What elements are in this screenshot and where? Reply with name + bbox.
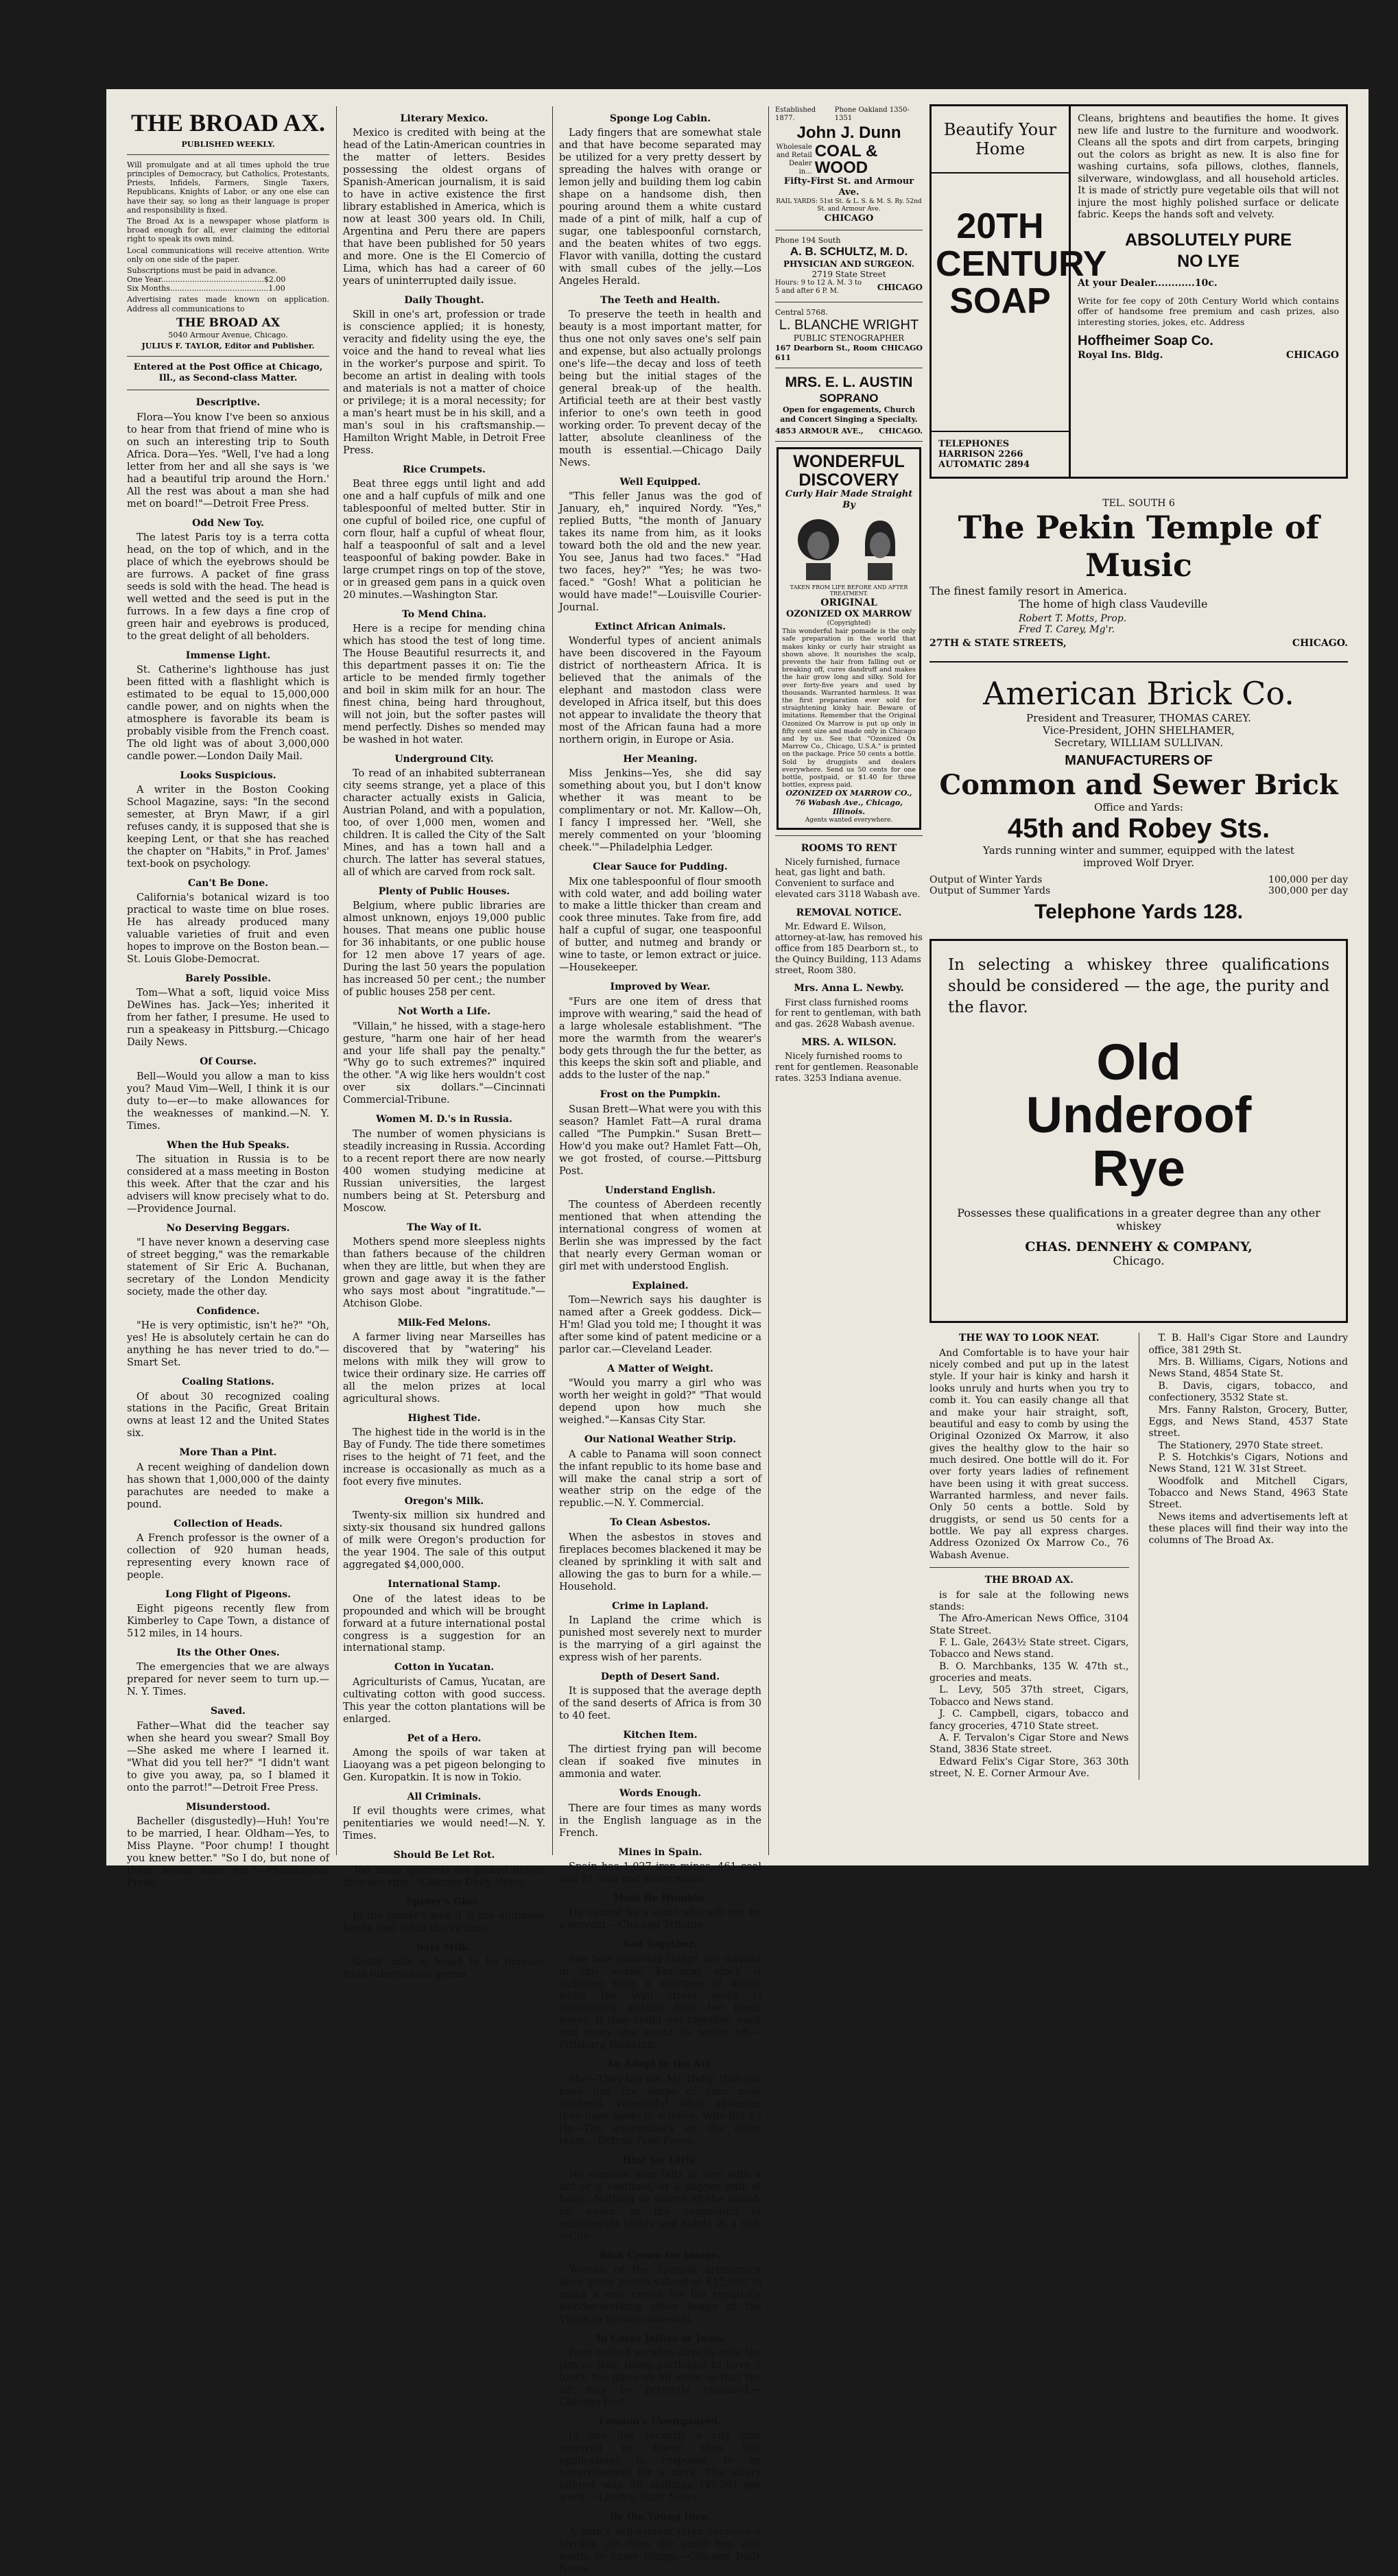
advertising-rates: Advertising rates made known on application. Address all communications to — [127, 295, 329, 313]
article-text: Goats' milk is found to be immune from tuberculosis germs. — [343, 1957, 545, 1981]
austin-title: SOPRANO — [819, 391, 879, 405]
brick-ad — [929, 675, 1348, 924]
soap-bldg: Royal Ins. Bldg. — [1078, 350, 1163, 361]
article-text: A French professor is the owner of a collection of 920 human heads, representing every known race of people. — [127, 1532, 329, 1581]
pekin-tel: TEL. SOUTH 6 — [1102, 498, 1175, 509]
soap-dealer: At your Dealer............10c. — [1078, 278, 1218, 289]
article-text: A cable to Panama will soon connect the infant republic to its home base and will make the canal strip a sort of weather strip on the edge of the republic.—N. Y. Commercial. — [559, 1448, 761, 1510]
article-text: In Lapland the crime which is punished most severely next to murder is the marrying of a girl against the express wish of her parents. — [559, 1614, 761, 1663]
policy-text-2: The Broad Ax is a newspaper whose platform is broad enough for all, ever claiming the editorial right to speak its own mind. — [127, 216, 329, 244]
stands-list-a — [929, 1613, 1129, 1780]
article-text: "This feller Janus was the god of January, eh," inquired Nordy. "Yes," replied Butts, "the month of January takes its name from him, as it looks toward both the old and the new year. You see, Janus had two faces." "Had two faces, hey?" "Yes; he was two-faced." "Gosh! What a politician he would have made!"—Louisville Courier-Journal. — [559, 491, 761, 613]
article-text: Mr. Edward E. Wilson, attorney-at-law, has removed his office from 185 Dearborn st., to the Quincy Building, 113 Adams street, Room 380. — [775, 922, 923, 976]
stands-heading: THE BROAD AX. — [984, 1575, 1074, 1586]
pekin-prop: Robert T. Motts, Prop. — [1019, 613, 1127, 625]
dunn-coal: COAL & WOOD — [814, 142, 878, 178]
article-text: "Villain," he hissed, with a stage-hero gesture, "harm one hair of her head and your life shall pay the penalty." "Why go to such extremes?" inquired the other. "A wig like hers wouldn't cost over six dollars."—Cincinnati Commercial-Tribune. — [343, 1021, 545, 1106]
article-heading: Words Enough. — [619, 1788, 702, 1800]
article-heading: Kitchen Item. — [623, 1730, 698, 1741]
article-heading: Can't Be Done. — [187, 877, 269, 889]
article-text: Lady fingers that are somewhat stale and that have become separated may be utilized for a very pretty dessert by spreading the halves with orange or lemon jelly and building them log cabin shape on a handsome dish, then pouring around them a white custard made of a pint of milk, half a cup of sugar, one tablespoonful cornstarch, and the beaten whites of two eggs. Flavor with vanilla, dotting the custard with small cubes of the jelly.—Los Angeles Herald. — [559, 128, 761, 287]
article-heading: To Mend China. — [401, 608, 487, 620]
whiskey-company: CHAS. DENNEHY & COMPANY, — [1025, 1239, 1253, 1254]
article-text: In the spider's web it is the glutinous beads that catch the victims. — [343, 1910, 545, 1934]
article-text: A recent weighing of dandelion down has shown that 1,000,000 of the dainty parachutes are needed to make a pound. — [127, 1462, 329, 1510]
austin-city: CHICAGO. — [879, 427, 923, 436]
news-stand-item: A. F. Tervalon's Cigar Store and News Stand, 3836 State street. — [929, 1732, 1129, 1756]
rate-one-year: One Year...........................................$2.00 — [127, 275, 286, 285]
wright-address: 167 Dearborn St., Room 611 — [775, 344, 877, 362]
soap-description — [1071, 106, 1346, 477]
article-text: Spain has 1,027 iron mines, 461 coal and 21 lead and silver mines. — [559, 1861, 761, 1885]
neat-text: And Comfortable is to have your hair nicely combed and put up in the latest style. If your hair is kinky and harsh it looks unruly and hurts when you try to comb it. You can easily change all that and make your hair straight, soft, beautiful and easy to comb by using the Original Ozonized Ox Marrow, it also gives the healthy glow to the hair so much desired. One bottle will do it. For over forty years ladies of refinement have been using it with great success. Warranted harmless, and never fails. Only 50 cents a bottle. Sold by druggists, or send us 50 cents for a bottle. We pay all express charges. Address Ozonized Ox Marrow Co., 76 Wabash Avenue. — [929, 1347, 1129, 1561]
article-heading: Mrs. Anna L. Newby. — [794, 983, 904, 994]
schultz-hours: Hours: 9 to 12 A. M. 3 to 5 and after 6 P. M. — [775, 279, 862, 296]
soap-tel-2: AUTOMATIC 2894 — [938, 460, 1030, 470]
article-text: There are four times as many words in the English language as in the French. — [559, 1802, 761, 1839]
news-stand-item: L. Levy, 505 37th street, Cigars, Tobacco and News stand. — [929, 1684, 1129, 1708]
published-weekly: PUBLISHED WEEKLY. — [181, 139, 275, 149]
address: 5040 Armour Avenue, Chicago. — [168, 330, 288, 339]
dunn-yards: RAIL YARDS: 51st St. & L. S. & M. S. Ry. 52nd St. and Armour Ave. — [776, 198, 922, 213]
article-heading: Descriptive. — [196, 397, 261, 409]
brick-president: President and Treasurer, THOMAS CAREY. — [1026, 712, 1251, 725]
article-heading: London's Unemployed. — [599, 2416, 722, 2428]
brick-name: American Brick Co. — [983, 675, 1294, 713]
pekin-ad — [929, 498, 1348, 649]
soap-city: CHICAGO — [1286, 350, 1339, 361]
soap-nolye: NO LYE — [1177, 251, 1240, 271]
wright-city: CHICAGO — [881, 344, 923, 353]
article-heading: Pet of a Hero. — [407, 1732, 482, 1744]
article-heading: MRS. A. WILSON. — [801, 1037, 897, 1049]
stands-list-b — [1149, 1333, 1349, 1780]
article-heading: Oregon's Milk. — [404, 1496, 484, 1507]
news-stand-item: Mrs. Fanny Ralston, Grocery, Butter, Eggs, and News Stand, 4537 State street. — [1148, 1404, 1348, 1440]
brick-vp: Vice-President, JOHN SHELHAMER, — [1043, 724, 1235, 737]
subscriptions: Subscriptions must be paid in advance. — [127, 265, 278, 275]
article-text: To read of an inhabited subterranean city seems strange, yet a place of this character actually exists in Galicia, Austrian Poland, and with a population, too, of over 1,000 men, women and children. It is called the City of the Salt Mines, and has a town hall and a church. The latter has several statues, all of which are carved from rock salt. — [343, 768, 545, 879]
article-text: Of about 30 recognized coaling stations in the Pacific, Great Britain owns at least 12 and the United States six. — [127, 1391, 329, 1440]
soap-tel-label: TELEPHONES — [938, 439, 1010, 449]
marrow-address: 76 Wabash Ave., Chicago, Illinois. — [794, 798, 903, 817]
address-title: THE BROAD AX — [176, 315, 281, 330]
article-text: To preserve the teeth in health and beauty is a most important matter, for thus one not only saves one's self pain and expense, but also actually prolongs one's life—the decay and loss of teeth being but the initial stages of the general break-up of the health. Artificial teeth are at their best vastly inferior to one's own teeth in good working order. To prevent decay of the latter, absolute cleanliness of the mouth is essential.—Chicago Daily News. — [559, 309, 761, 468]
entered-notice: Entered at the Post Office at Chicago, Ill., as Second-class Matter. — [133, 362, 323, 384]
article-heading: Women M. D.'s in Russia. — [376, 1114, 512, 1125]
article-heading: Well Equipped. — [619, 476, 701, 488]
article-text: St. Catherine's lighthouse has just been fitted with a flashlight which is estimated to be equal to 15,000,000 candle power, and on nights when the atmosphere is favorable its beam is probably visible from the French coast. The old light was of about 3,000,000 candle power.—London Daily Mail. — [127, 665, 329, 762]
whiskey-rye: Rye — [1092, 1139, 1185, 1197]
article-text: A man's self-esteem often receives a terrible jolt from the small boy who wants to know things.—Chicago Daily News. — [559, 2526, 761, 2575]
article-heading: Collection of Heads. — [174, 1518, 283, 1529]
article-text: Flora—You know I've been so anxious to hear from that friend of mine who is on such an interesting trip to South Africa. Dora—Yes. "Well, I've had a long letter from her and all she says is 'we had a beautiful trip around the Horn.' All the rest was about a man she had met on board!"—Detroit Free Press. — [127, 412, 329, 510]
article-heading: More Than a Pint. — [179, 1447, 277, 1459]
soap-company: Hoffheimer Soap Co. — [1078, 333, 1213, 349]
article-text: Agriculturists of Camus, Yucatan, are cultivating cotton with good success. This year the cotton plantations will be enlarged. — [343, 1676, 545, 1725]
whiskey-underoof: Underoof — [1026, 1086, 1252, 1144]
article-heading: ROOMS TO RENT — [801, 842, 897, 854]
article-heading: Long Flight of Pigeons. — [165, 1588, 291, 1600]
ox-marrow-ad — [777, 447, 921, 829]
article-text: Pour melted paraffin directly onto the jam or jelly, being particular to have it touch the glass on all sides so that the air may be perfectly excluded.—Chicago Post. — [559, 2348, 761, 2409]
wright-phone: Central 5768. — [775, 307, 828, 317]
article-heading: The Way of It. — [406, 1221, 482, 1233]
article-text: "Furs are one item of dress that improve with wearing," said the head of a large wholesale establishment. "The more the warmth from the wearer's body gets through the fur the better, as this keeps the skin soft and pliable, and adds to the luster of the nap." — [559, 996, 761, 1082]
article-heading: Its the Other Ones. — [176, 1647, 280, 1659]
soap-text: Cleans, brightens and beautifies the home. It gives new life and lustre to the furniture and woodwork. Cleans all the spots and dirt from carpets, bringing out the colors as bright as new. It is also fine for washing curtains, sofa pillows, clothes, flannels, silverware, windowglass, and all household articles. It is made of strictly pure vegetable oils that will not injure the most highly polished surface or delicate fabric. Keeps the hands soft and velvety. — [1078, 113, 1339, 220]
article-text: Nicely furnished rooms to rent for gentlemen. Reasonable rates. 3253 Indiana avenue. — [775, 1051, 919, 1084]
article-text: Tom—Newrich says his daughter is named after a Greek goddess. Dick—H'm! Glad you told me; I thought it was after some kind of patent medicine or a parlor car.—Cleveland Leader. — [559, 1295, 761, 1355]
neat-ad — [929, 1333, 1129, 1780]
whiskey-possesses: Possesses these qualifications in a greater degree than any other whiskey — [957, 1206, 1320, 1232]
article-heading: By the Young Idea. — [609, 2512, 711, 2523]
column-3 — [559, 106, 762, 2575]
article-heading: Odd New Toy. — [192, 517, 264, 529]
wright-name: L. BLANCHE WRIGHT — [779, 318, 919, 333]
article-heading: Coaling Stations. — [182, 1376, 274, 1388]
article-heading: Confidence. — [196, 1305, 260, 1317]
article-heading: Should Be Let Rot. — [393, 1850, 495, 1861]
article-text: Mothers spend more sleepless nights than fathers because of the children when they are little, but when they are grown and gage away it is the father who says most about "ingratitude."—Atchison Globe. — [343, 1236, 545, 1309]
brick-output-winter-value: 100,000 per day — [1268, 874, 1348, 886]
article-heading: REMOVAL NOTICE. — [796, 907, 902, 919]
whiskey-city: Chicago. — [1113, 1254, 1165, 1268]
dunn-phone: Phone Oakland 1350-1351 — [834, 106, 910, 123]
schultz-title: PHYSICIAN AND SURGEON. — [783, 259, 915, 270]
article-text: If evil thoughts were crimes, what penitentiaries we would need!—N. Y. Times. — [343, 1806, 545, 1842]
article-text: Eight pigeons recently flew from Kimberley to Cape Town, a distance of 512 miles, in 14 hours. — [127, 1603, 329, 1640]
article-heading: Immense Light. — [185, 649, 271, 661]
article-text: The dirtiest frying pan will become clean if soaked five minutes in ammonia and water. — [559, 1744, 761, 1780]
article-text: The situation in Russia is to be considered at a mass meeting in Boston this week. After that the czar and his advisers will know precisely what to do.—Providence Journal. — [127, 1154, 329, 1215]
news-stand-item: Edward Felix's Cigar Store, 363 30th street, N. E. Corner Armour Ave. — [929, 1756, 1129, 1779]
article-heading: Literary Mexico. — [400, 113, 488, 124]
pekin-name: The Pekin Temple of Music — [958, 509, 1320, 584]
article-heading: An Adept in the Art. — [606, 2059, 714, 2071]
article-text: Father—What did the teacher say when she heard you swear? Small Boy—She asked me where I learned it. "What did you tell her?" "I didn't want to give you away, pa, so I blamed it onto the parrot!"—Detroit Free Press. — [127, 1720, 329, 1793]
article-text: The highest tide in the world is in the Bay of Fundy. The tide there sometimes rises to the height of 71 feet, and the increase is occasionally as much as a foot every five minutes. — [343, 1427, 545, 1488]
article-heading: Improved by Wear. — [610, 981, 711, 993]
article-text: Tom—What a soft, liquid voice Miss DeWines has. Jack—Yes; inherited it from her father, I presume. He used to run a speakeasy in Pittsburg.—Chicago Daily News. — [127, 988, 329, 1049]
austin-name: MRS. E. L. AUSTIN — [785, 374, 913, 390]
article-text: Nicely furnished, furnace heat, gas light and bath. Convenient to surface and elevated cars 3118 Wabash ave. — [775, 857, 921, 901]
article-text: Miss Jenkins—Yes, she did say something about you, but I don't know whether it was meant to be complimentary or not. Mr. Kallow—Oh, I fancy I impressed her. "Well, she merely commented on your 'blooming cheek.'"—Philadelphia Ledger. — [559, 768, 761, 854]
article-heading: Get Together. — [624, 1939, 697, 1951]
article-text: When the asbestos in stoves and fireplaces becomes blackened it may be cleaned by sprinkling it with salt and allowing the gas to burn for a while.—Household. — [559, 1531, 761, 1593]
article-heading: Saved. — [211, 1706, 246, 1717]
article-text: Skill in one's art, profession or trade is conscience applied; it is honesty, veracity and fidelity using the eye, the voice and the hand to reveal what lies in the worker's purpose and spirit. To become an artist in dealing with tools and materials is not a matter of choice or privilege; it is a moral necessity; for a man's heart must be in his skill, and a man's soul in his craftsmanship.—Hamilton Wright Mable, in Detroit Free Press. — [343, 309, 545, 456]
marrow-product: OZONIZED OX MARROW — [785, 609, 912, 620]
article-heading: Hint for Girls. — [622, 2154, 698, 2166]
schultz-address: 2719 State Street — [811, 269, 886, 279]
news-stand-item: Mrs. B. Williams, Cigars, Notions and News Stand, 4854 State St. — [1148, 1357, 1348, 1380]
article-text: One of the latest ideas to be propounded and which will be brought forward at a future international postal congress is a suggestion for an international stamp. — [343, 1593, 545, 1654]
pekin-address: 27TH & STATE STREETS, — [929, 638, 1067, 649]
schultz-name: A. B. SCHULTZ, M. D. — [790, 245, 908, 259]
article-heading: Understand English. — [605, 1184, 715, 1196]
article-heading: To Cover Jellies or Jams. — [595, 2333, 726, 2344]
pekin-mgr: Fred T. Carey, Mg'r. — [1019, 624, 1115, 636]
news-stand-item: T. B. Hall's Cigar Store and Laundry office, 381 29th St. — [1148, 1333, 1348, 1356]
brick-telephone: Telephone Yards 128. — [1034, 901, 1244, 924]
news-stand-item: The Stationery, 2970 State street. — [1158, 1440, 1323, 1451]
article-heading: Misunderstood. — [186, 1801, 270, 1813]
article-heading: International Stamp. — [388, 1579, 501, 1590]
article-text: It is supposed that the average depth of the sand deserts of Africa is from 30 to 40 feet. — [559, 1686, 761, 1722]
soap-telephones — [932, 431, 1069, 477]
marrow-copyright: (Copyrighted) — [827, 620, 871, 628]
article-text: A farmer living near Marseilles has discovered that by "watering" his melons with milk they will grow to twice their ordinary size. He carries off all the melon prizes at local agricultural shows. — [343, 1332, 545, 1405]
whiskey-old: Old — [1096, 1033, 1181, 1090]
article-heading: A Matter of Weight. — [607, 1363, 713, 1374]
brick-yards: Yards running winter and summer, equipped with the latest improved Wolf Dryer. — [983, 844, 1294, 870]
article-text: The countess of Aberdeen recently mentioned that when attending the international congress of women at Berlin she was impressed by the fact that nearly every German woman or girl met with understood English. — [559, 1199, 761, 1272]
article-heading: All Criminals. — [407, 1791, 482, 1802]
article-text: A writer in the Boston Cooking School Magazine, says: "In the second semester, at Bryn Mawr, if a girl refuses candy, it is supposed that she is keeping Lent, or that she has reached the chapter on "Habits," in Prof. James' text-book on psychology. — [127, 785, 329, 870]
article-heading: Daily Thought. — [404, 294, 484, 306]
article-heading: Crime in Lapland. — [612, 1600, 709, 1612]
article-text: "Would you marry a girl who was worth her weight in gold?" "That would depend upon how much she weighed."—Kansas City Star. — [559, 1378, 761, 1427]
news-stand-item: J. C. Campbell, cigars, tobacco and fancy groceries, 4710 State street. — [929, 1708, 1129, 1732]
article-text: The number of women physicians is steadily increasing in Russia. According to a recent report there are now nearly 400 women studying medicine at Russian universities, the largest numbers being at St. Petersburg and Moscow. — [343, 1128, 545, 1214]
notices — [775, 843, 923, 1084]
article-text: "I have never known a deserving case of street begging," was the remarkable statement of Sir Eric A. Buchanan, secretary of the London Mendicity society, made the other day. — [127, 1237, 329, 1298]
article-heading: Rich Crown for Image. — [599, 2250, 722, 2261]
bottom-section — [929, 1333, 1348, 1780]
article-text: Susan Brett—What were you with this season? Hamlet Fatt—A rural drama called "The Pumpkin." Susan Brett—How'd you make out? Hamlet Fatt—Oh, we got frosted, of course.—Pittsburg Post. — [559, 1104, 762, 1177]
article-text: Women of the Spanish aristocracy have given jewels valued at £15,000 to make a new crown for the reputedly wonder-working silver image of the Virgin in Seville cathedral. — [559, 2265, 761, 2325]
marrow-subhead: Curly Hair Made Straight By — [785, 488, 913, 510]
austin-desc: Open for engagements, Church and Concert Singing a Specialty. — [780, 405, 918, 424]
article-heading: Milk-Fed Melons. — [397, 1317, 491, 1328]
article-text: In one day recently a city firm received no fewer than 998 applications in response to an advertisement for a clerk. The salary offered was 30 shillings ($7.50) per week.—London Daily News. — [559, 2431, 761, 2504]
article-heading: Clear Sauce for Pudding. — [593, 861, 728, 873]
policy-text-3: Local communications will receive attention. Write only on one side of the paper. — [127, 246, 329, 264]
article-heading: Frost on the Pumpkin. — [600, 1089, 721, 1101]
article-heading: To Clean Asbestos. — [610, 1517, 711, 1529]
article-heading: Her Meaning. — [623, 754, 698, 765]
article-heading: The Teeth and Health. — [600, 294, 720, 306]
article-text: Mexico is credited with being at the head of the Latin-American countries in the matter of letters. Besides possessing the oldest organs of Spanish-American journalism, it is said to have in active existence the first library established in America, which is now at least 300 years old. In Chili, Argentina and Peru there are papers that have been published for 50 years and more. One is the El Comercio of Lima, which has had a career of 60 years of uninterrupted daily issue. — [343, 128, 545, 287]
brick-product: Common and Sewer Brick — [939, 769, 1338, 802]
article-text: The latest Paris toy is a terra cotta head, on the top of which, and in the place of which the eyebrows should be are furrows. A packet of fine grass seeds is sold with the head. The head is well wetted and the seed is put in the furrows. In a few days a fine crop of green hair and eyebrows is produced, to the great delight of all beholders. — [127, 532, 329, 642]
brick-office: Office and Yards: — [1094, 801, 1183, 814]
news-stand-item: F. L. Gale, 2643½ State street. Cigars, Tobacco and News stand. — [929, 1637, 1129, 1660]
news-stand-item: Woodfolk and Mitchell Cigars, Tobacco and News Stand, 4963 State Street. — [1148, 1475, 1348, 1511]
article-text: The emergencies that we are always prepared for never seem to turn up.—N. Y. Times. — [127, 1662, 329, 1698]
marrow-agents: Agents wanted everywhere. — [805, 816, 893, 824]
article-heading: Highest Tide. — [407, 1412, 481, 1424]
news-stand-item: P. S. Hotchkis's Cigars, Notions and News Stand, 121 W. 31st Street. — [1148, 1451, 1348, 1475]
news-stand-item: B. O. Marchbanks, 135 W. 47th st., groceries and meats. — [929, 1660, 1129, 1684]
soap-write: Write for fee copy of 20th Century World which contains offer of handsome free premium and cash prizes, also interesting stories, jokes, etc. Address — [1078, 295, 1339, 327]
article-heading: Barely Possible. — [185, 973, 271, 985]
after-portrait-icon — [853, 515, 908, 580]
austin-address: 4853 ARMOUR AVE., — [775, 427, 864, 436]
article-heading: Underground City. — [394, 754, 494, 765]
column-1 — [127, 106, 329, 1889]
pekin-city: CHICAGO. — [1292, 638, 1348, 649]
whiskey-intro: In selecting a whiskey three qualifications should be considered — the age, the purity and the flavor. — [948, 956, 1329, 1017]
marrow-body: This wonderful hair pomade is the only safe preparation in the world that makes kinky or curly hair straight as shown above. It nourishes the scalp, prevents the hair from falling out or breaking off, cures dandruff and makes the hair grow long and silky. Sold for over forty-five years and used by thousands. Warranted harmless. It was the first preparation ever sold for straightening kinky hair. Beware of imitations. Remember that the Original Ozonized Ox Marrow is put up only in fifty cent size and made only in Chicago and by us. See that "Ozonized Ox Marrow Co., Chicago, U.S.A." is printed on the package. Price 50 cents a bottle. Sold by druggists and dealers everywhere. Send us 50 cents for one bottle, postpaid, or $1.40 for three bottles, express paid. — [782, 628, 916, 789]
soap-ad — [929, 104, 1348, 479]
article-text: He cannot be a saint who will not be a servant.—Chicago Tribune. — [559, 1907, 761, 1931]
article-heading: Rice Crumpets. — [403, 464, 486, 475]
whiskey-ad — [929, 939, 1348, 1323]
neat-heading: THE WAY TO LOOK NEAT. — [958, 1333, 1100, 1344]
article-heading: Our National Weather Strip. — [584, 1434, 737, 1446]
pekin-line2: The home of high class Vaudeville — [1019, 597, 1208, 611]
news-stand-item: News items and advertisements left at these places will find their way into the columns of The Broad Ax. — [1148, 1511, 1348, 1547]
wright-title: PUBLIC STENOGRAPHER — [793, 333, 905, 344]
article-heading: When the Hub Speaks. — [167, 1139, 289, 1151]
article-heading: Plenty of Public Houses. — [378, 886, 510, 898]
dunn-trade: Wholesale and Retail Dealer in... — [776, 143, 812, 176]
article-heading: Safe Milk. — [416, 1942, 472, 1953]
article-text: Among the spoils of war taken at Liaoyang was a pet pigeon belonging to Gen. Kuropatkin. It is now in Tokio. — [343, 1748, 545, 1783]
article-heading: Sponge Log Cabin. — [609, 113, 711, 124]
article-heading: No Deserving Beggars. — [166, 1222, 290, 1234]
article-heading: Mines in Spain. — [618, 1846, 702, 1858]
brick-mfr: MANUFACTURERS OF — [1065, 753, 1213, 769]
schultz-phone: Phone 194 South — [775, 235, 841, 245]
editor: JULIUS F. TAYLOR, Editor and Publisher. — [141, 342, 315, 351]
newspaper-page — [106, 89, 1369, 2575]
article-heading: Extinct African Animals. — [594, 621, 726, 632]
article-heading: Must Be Humble. — [613, 1892, 708, 1904]
column-2-articles — [343, 113, 545, 1981]
before-after-portraits — [782, 515, 916, 580]
soap-tel-1: HARRISON 2266 — [938, 449, 1023, 460]
article-text: Wonderful types of ancient animals have been discovered in the Fayoum district of northeastern Africa. It is believed that the animals of the elephant and mastodon class were developed in Africa itself, but this does not appear to invalidate the theory that most of the African fauna had a more northern origin, in Europe or Asia. — [559, 636, 761, 746]
article-text: Belgium, where public libraries are almost unknown, enjoys 19,000 public houses. That means one public house for 36 inhabitants, or one public house for 12 men above 17 years of age. During the last 50 years the population has increased 50 per cent.; the number of public houses 258 per cent. — [343, 901, 545, 999]
article-text: Beat three eggs until light and add one and a half cupfuls of milk and one tablespoonful of melted butter. Stir in one cupful of boiled rice, one cupful of corn flour, half a cupful of wheat flour, half a teaspoonful of salt and a level teaspoonful of baking powder. Bake in large crumpet rings on top of the stove, or in greased gem pans in a quick oven 20 minutes.—Washington Star. — [343, 479, 545, 601]
soap-pure: ABSOLUTELY PURE — [1124, 230, 1292, 250]
dunn-est: Established 1877. — [775, 106, 816, 123]
column-2 — [343, 106, 545, 1981]
article-text: No sensible man falls in love with a hat or a costume, or a dapper pair of boots. Nothing so scares off the would-be wooer as the suggestion of extravagant tastes and habits in a girl.—Chic. — [559, 2169, 761, 2242]
brick-output-summer-value: 300,000 per day — [1268, 885, 1348, 897]
article-heading: Depth of Desert Sand. — [600, 1671, 720, 1682]
ad-column — [775, 106, 923, 1855]
brick-output-winter: Output of Winter Yards — [929, 874, 1043, 886]
marrow-original: ORIGINAL — [820, 597, 877, 609]
article-text: "He is very optimistic, isn't he?" "Oh, yes! He is absolutely certain he can do anything he has never tried to do."—Smart Set. — [127, 1320, 329, 1369]
rate-six-months: Six Months.........................................1.00 — [127, 284, 285, 294]
dunn-name: John J. Dunn — [796, 123, 901, 143]
article-text: First class furnished rooms for rent to gentleman, with bath and gas. 2628 Wabash avenue. — [775, 997, 921, 1030]
article-heading: Spider's Glue. — [406, 1896, 482, 1907]
article-text: Here is a recipe for mending china which has stood the test of long time. The House Beautiful resurrects it, and this department passes it on: Tie the article to be mended firmly together and boil in skim milk for an hour. The finest china, being hard throughout, will not join, but the softer pastes will mend perfectly. Dishes so mended may be washed in hot water. — [343, 623, 545, 746]
brick-output-summer: Output of Summer Yards — [929, 885, 1051, 897]
column-3-articles — [559, 113, 761, 2576]
article-heading: Not Worth a Life. — [397, 1006, 491, 1018]
dunn-address: Fifty-First St. and Armour Ave. — [783, 176, 914, 198]
soap-brand: 20TH CENTURY SOAP — [936, 206, 1107, 322]
article-heading: Looks Suspicious. — [180, 770, 276, 781]
article-text: Too many quarrels are picked before they are ripe.—Chicago Daily News. — [343, 1864, 545, 1888]
soap-beautify: Beautify Your Home — [932, 106, 1069, 174]
policy-text: Will promulgate and at all times uphold the true principles of Democracy, but Catholics, Protestants, Priests, Infidels, Farmers, Single Taxers, Republicans, Knights of Labor, or any one else can have their say, so long as their language is proper and responsibility is fixed. — [127, 160, 329, 215]
article-heading: Of Course. — [200, 1056, 257, 1068]
article-text: She—They tell me, Mr. Hefty, that you have had the shape of your nose changed. Wonderful what advances they have made in science. Who did it? He—The quarterback on the other team.—Detroit Free Press. — [559, 2073, 761, 2147]
schultz-city: CHICAGO — [877, 283, 923, 293]
masthead: THE BROAD AX. — [130, 109, 326, 136]
column-1-articles — [127, 397, 329, 1889]
article-text: Twenty-six million six hundred and sixty-six thousand six hundred gallons of milk were Oregon's production for the year 1904. The sale of this output aggregated $4,000,000. — [343, 1510, 545, 1571]
brick-address: 45th and Robey Sts. — [1007, 813, 1270, 844]
right-column — [929, 104, 1348, 1780]
article-heading: Cotton in Yucatan. — [394, 1662, 495, 1673]
news-stand-item: B. Davis, cigars, tobacco, and confectionery, 3532 State st. — [1148, 1380, 1348, 1404]
article-text: California's botanical wizard is too practical to waste time on blue roses. He has already produced many valuable varieties of fruit and even hopes to improve on the Boston bean.—St. Louis Globe-Democrat. — [127, 892, 329, 966]
article-text: Bacheller (disgustedly)—Huh! You're to be married, I hear. Oldham—Yes, to Miss Playne. "Poor chump! I thought you knew better." "So I do, but none of them would have me."—Philadelphia Press. — [127, 1815, 329, 1889]
before-portrait-icon — [791, 515, 846, 580]
pekin-line1: The finest family resort in America. — [929, 584, 1127, 598]
brick-secretary: Secretary, WILLIAM SULLIVAN. — [1054, 737, 1224, 750]
dunn-city: CHICAGO — [824, 213, 874, 224]
marrow-headline: WONDERFUL DISCOVERY — [793, 452, 905, 490]
news-stand-item: The Afro-American News Office, 3104 State Street. — [929, 1613, 1129, 1636]
article-text: Bell—Would you allow a man to kiss you? Maud Vim—Well, I think it is our duty to—er—to make allowances for the weaknesses of mankind.—N. Y. Times. — [127, 1071, 329, 1132]
article-text: Mix one tablespoonful of flour smooth with cold water, and add boiling water to make a little thicker than cream and cook three minutes. Take from fire, add half a cupful of sugar, one teaspoonful of butter, and nutmeg and brandy or wine to taste, or lemon extract or juice.—Housekeeper. — [559, 876, 761, 974]
marrow-taken: TAKEN FROM LIFE BEFORE AND AFTER TREATMENT. — [790, 584, 908, 597]
article-text: See how unevenly things are divided in this world! Kentucky stock is suffering from a shortage of water, while the Wall street stock is undergoing qualms from too much water. If they could get together, each and every one would be better off.—Pittsburg Dispatch. — [559, 1953, 761, 2051]
marrow-order: OZONIZED OX MARROW CO., — [785, 789, 912, 798]
stands-intro: is for sale at the following news stands: — [929, 1589, 1129, 1612]
article-heading: Explained. — [632, 1280, 689, 1291]
